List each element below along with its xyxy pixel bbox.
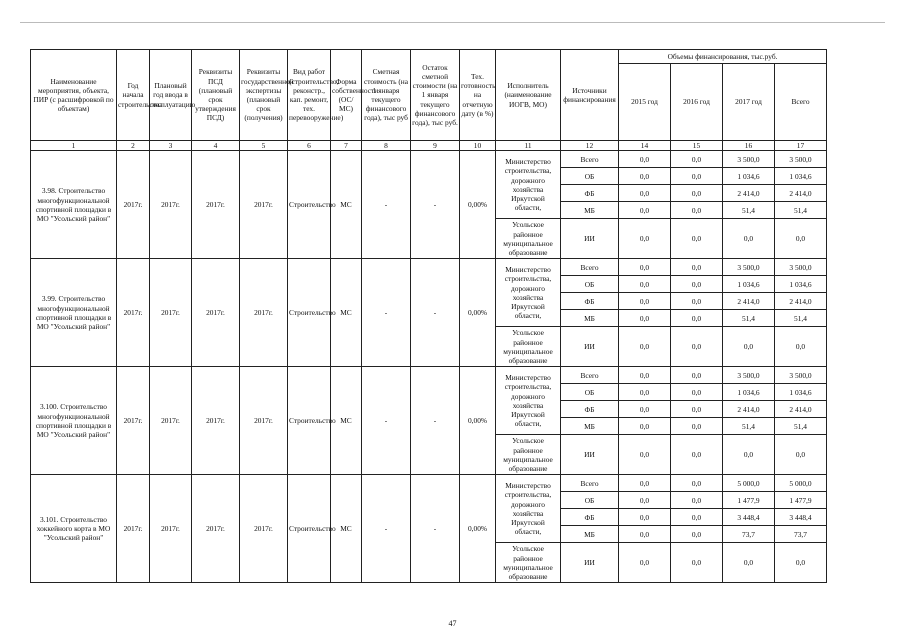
table-row	[31, 367, 827, 384]
funding-total: 3 448,4	[775, 509, 827, 526]
investment-program-table	[30, 49, 827, 583]
funding-2016: 0,0	[671, 543, 723, 583]
ownership-form: МС	[331, 259, 362, 367]
funding-2015: 0,0	[619, 185, 671, 202]
funding-2016: 0,0	[671, 509, 723, 526]
funding-2016: 0,0	[671, 219, 723, 259]
funding-2015: 0,0	[619, 526, 671, 543]
remaining-cost: -	[411, 367, 460, 475]
funding-2015: 0,0	[619, 418, 671, 435]
funding-2016: 0,0	[671, 185, 723, 202]
funding-source: ИИ	[561, 435, 619, 475]
column-number: 14	[619, 141, 671, 151]
funding-source: ФБ	[561, 401, 619, 418]
start-year: 2017г.	[117, 367, 150, 475]
start-year: 2017г.	[117, 151, 150, 259]
psd-year: 2017г.	[192, 475, 240, 583]
header-name: Наименование мероприятия, объекта, ПИР (с расшифровкой по объектам)	[31, 50, 117, 141]
start-year: 2017г.	[117, 475, 150, 583]
funding-2016: 0,0	[671, 435, 723, 475]
funding-total: 2 414,0	[775, 293, 827, 310]
header-work-type: Вид работ (строительство, реконстр., кап. ремонт, тех. перевооружение)	[288, 50, 331, 141]
funding-2015: 0,0	[619, 276, 671, 293]
remaining-cost: -	[411, 151, 460, 259]
ownership-form: МС	[331, 475, 362, 583]
funding-2017: 1 034,6	[723, 168, 775, 185]
work-type: Строительство	[288, 259, 331, 367]
header-expertise: Реквизиты государственной экспертизы (плановый срок (получения)	[240, 50, 288, 141]
funding-2015: 0,0	[619, 310, 671, 327]
funding-2016: 0,0	[671, 401, 723, 418]
executor-ministry: Министерство строительства, дорожного хозяйства Иркутской области,	[496, 367, 561, 435]
funding-source: МБ	[561, 202, 619, 219]
column-number: 12	[561, 141, 619, 151]
funding-source: ОБ	[561, 276, 619, 293]
funding-2015: 0,0	[619, 435, 671, 475]
funding-2015: 0,0	[619, 168, 671, 185]
funding-2016: 0,0	[671, 526, 723, 543]
funding-2017: 51,4	[723, 310, 775, 327]
table-row	[31, 259, 827, 276]
object-name: 3.101. Строительство хоккейного корта в МО "Усольский район"	[31, 475, 117, 583]
funding-2017: 1 034,6	[723, 384, 775, 401]
header-total: Всего	[775, 64, 827, 141]
funding-source: ОБ	[561, 492, 619, 509]
commission-year: 2017г.	[150, 367, 192, 475]
ownership-form: МС	[331, 151, 362, 259]
funding-2017: 3 500,0	[723, 151, 775, 168]
column-number: 10	[460, 141, 496, 151]
remaining-cost: -	[411, 475, 460, 583]
funding-2017: 2 414,0	[723, 401, 775, 418]
funding-2015: 0,0	[619, 475, 671, 492]
funding-2015: 0,0	[619, 543, 671, 583]
header-readiness: Тех. готовность на отчетную дату (в %)	[460, 50, 496, 141]
object-name: 3.100. Строительство многофункциональной спортивной площадки в МО "Усольский район"	[31, 367, 117, 475]
funding-total: 2 414,0	[775, 401, 827, 418]
funding-2015: 0,0	[619, 293, 671, 310]
expertise-year: 2017г.	[240, 475, 288, 583]
expertise-year: 2017г.	[240, 367, 288, 475]
funding-2015: 0,0	[619, 492, 671, 509]
funding-source: Всего	[561, 259, 619, 276]
funding-total: 51,4	[775, 418, 827, 435]
header-year-2017: 2017 год	[723, 64, 775, 141]
column-number: 5	[240, 141, 288, 151]
funding-2016: 0,0	[671, 327, 723, 367]
estimated-cost: -	[362, 367, 411, 475]
column-number: 6	[288, 141, 331, 151]
funding-total: 0,0	[775, 219, 827, 259]
remaining-cost: -	[411, 259, 460, 367]
column-numbers-row	[31, 141, 827, 151]
funding-2016: 0,0	[671, 492, 723, 509]
column-number: 7	[331, 141, 362, 151]
executor-ministry: Министерство строительства, дорожного хозяйства Иркутской области,	[496, 475, 561, 543]
psd-year: 2017г.	[192, 259, 240, 367]
header-year-2016: 2016 год	[671, 64, 723, 141]
header-ownership: Форма собственности (ОС/МС)	[331, 50, 362, 141]
commission-year: 2017г.	[150, 475, 192, 583]
column-number: 9	[411, 141, 460, 151]
funding-source: ИИ	[561, 543, 619, 583]
commission-year: 2017г.	[150, 151, 192, 259]
header-funding-sources: Источники финансирования	[561, 50, 619, 141]
page-number: 47	[448, 619, 457, 628]
column-number: 17	[775, 141, 827, 151]
funding-2017: 1 477,9	[723, 492, 775, 509]
funding-total: 5 000,0	[775, 475, 827, 492]
funding-2016: 0,0	[671, 151, 723, 168]
table-row	[31, 151, 827, 168]
funding-total: 0,0	[775, 327, 827, 367]
funding-source: ОБ	[561, 384, 619, 401]
start-year: 2017г.	[117, 259, 150, 367]
executor-municipality: Усольское районное муниципальное образование	[496, 435, 561, 475]
funding-2016: 0,0	[671, 276, 723, 293]
column-number: 11	[496, 141, 561, 151]
psd-year: 2017г.	[192, 151, 240, 259]
expertise-year: 2017г.	[240, 259, 288, 367]
funding-total: 0,0	[775, 543, 827, 583]
funding-source: МБ	[561, 418, 619, 435]
expertise-year: 2017г.	[240, 151, 288, 259]
funding-total: 3 500,0	[775, 367, 827, 384]
funding-2015: 0,0	[619, 219, 671, 259]
funding-2017: 3 500,0	[723, 367, 775, 384]
funding-2016: 0,0	[671, 293, 723, 310]
column-number: 15	[671, 141, 723, 151]
work-type: Строительство	[288, 475, 331, 583]
funding-total: 0,0	[775, 435, 827, 475]
funding-source: ФБ	[561, 293, 619, 310]
funding-2015: 0,0	[619, 202, 671, 219]
ownership-form: МС	[331, 367, 362, 475]
funding-total: 1 034,6	[775, 384, 827, 401]
header-psd: Реквизиты ПСД (плановый срок утверждения ПСД)	[192, 50, 240, 141]
funding-2017: 0,0	[723, 219, 775, 259]
funding-2015: 0,0	[619, 259, 671, 276]
funding-2015: 0,0	[619, 401, 671, 418]
funding-2017: 51,4	[723, 418, 775, 435]
funding-total: 2 414,0	[775, 185, 827, 202]
funding-source: ФБ	[561, 185, 619, 202]
funding-source: МБ	[561, 526, 619, 543]
column-number: 3	[150, 141, 192, 151]
readiness-percent: 0,00%	[460, 367, 496, 475]
funding-2016: 0,0	[671, 475, 723, 492]
funding-source: ОБ	[561, 168, 619, 185]
object-name: 3.99. Строительство многофункциональной спортивной площадки в МО "Усольский район"	[31, 259, 117, 367]
executor-ministry: Министерство строительства, дорожного хозяйства Иркутской области,	[496, 259, 561, 327]
column-number: 8	[362, 141, 411, 151]
executor-municipality: Усольское районное муниципальное образование	[496, 219, 561, 259]
psd-year: 2017г.	[192, 367, 240, 475]
funding-2017: 0,0	[723, 435, 775, 475]
funding-total: 1 034,6	[775, 168, 827, 185]
funding-2017: 73,7	[723, 526, 775, 543]
funding-total: 3 500,0	[775, 151, 827, 168]
column-number: 1	[31, 141, 117, 151]
executor-ministry: Министерство строительства, дорожного хозяйства Иркутской области,	[496, 151, 561, 219]
funding-source: Всего	[561, 475, 619, 492]
readiness-percent: 0,00%	[460, 475, 496, 583]
header-commission-year: Плановый год ввода в эксплуатацию	[150, 50, 192, 141]
funding-2017: 3 500,0	[723, 259, 775, 276]
funding-2017: 0,0	[723, 543, 775, 583]
funding-2015: 0,0	[619, 509, 671, 526]
header-start-year: Год начала строительства	[117, 50, 150, 141]
funding-total: 51,4	[775, 310, 827, 327]
funding-2017: 1 034,6	[723, 276, 775, 293]
funding-total: 51,4	[775, 202, 827, 219]
funding-2015: 0,0	[619, 327, 671, 367]
funding-total: 1 477,9	[775, 492, 827, 509]
executor-municipality: Усольское районное муниципальное образование	[496, 543, 561, 583]
header-year-2015: 2015 год	[619, 64, 671, 141]
funding-2016: 0,0	[671, 418, 723, 435]
funding-total: 1 034,6	[775, 276, 827, 293]
funding-source: ИИ	[561, 327, 619, 367]
header-remaining-cost: Остаток сметной стоимости (на 1 января текущего финансового года), тыс руб.	[411, 50, 460, 141]
funding-2017: 0,0	[723, 327, 775, 367]
funding-2015: 0,0	[619, 367, 671, 384]
commission-year: 2017г.	[150, 259, 192, 367]
funding-2016: 0,0	[671, 367, 723, 384]
executor-municipality: Усольское районное муниципальное образование	[496, 327, 561, 367]
readiness-percent: 0,00%	[460, 151, 496, 259]
funding-source: Всего	[561, 367, 619, 384]
funding-source: ИИ	[561, 219, 619, 259]
funding-total: 73,7	[775, 526, 827, 543]
funding-2017: 51,4	[723, 202, 775, 219]
funding-2016: 0,0	[671, 202, 723, 219]
header-funding-volumes: Объемы финансирования, тыс.руб.	[619, 50, 827, 64]
column-number: 2	[117, 141, 150, 151]
column-number: 4	[192, 141, 240, 151]
work-type: Строительство	[288, 367, 331, 475]
header-executor: Исполнитель (наименование ИОГВ, МО)	[496, 50, 561, 141]
column-number: 16	[723, 141, 775, 151]
funding-2017: 3 448,4	[723, 509, 775, 526]
work-type: Строительство	[288, 151, 331, 259]
table-row	[31, 475, 827, 492]
readiness-percent: 0,00%	[460, 259, 496, 367]
header-estimated-cost: Сметная стоимость (на 1 января текущего финансового года), тыс руб	[362, 50, 411, 141]
funding-2017: 2 414,0	[723, 185, 775, 202]
funding-2017: 5 000,0	[723, 475, 775, 492]
estimated-cost: -	[362, 475, 411, 583]
funding-total: 3 500,0	[775, 259, 827, 276]
header-row	[31, 50, 827, 64]
funding-2016: 0,0	[671, 310, 723, 327]
funding-2015: 0,0	[619, 151, 671, 168]
funding-source: Всего	[561, 151, 619, 168]
funding-2017: 2 414,0	[723, 293, 775, 310]
funding-source: ФБ	[561, 509, 619, 526]
scan-edge-line	[20, 22, 885, 23]
funding-2016: 0,0	[671, 384, 723, 401]
estimated-cost: -	[362, 259, 411, 367]
funding-source: МБ	[561, 310, 619, 327]
funding-2016: 0,0	[671, 168, 723, 185]
funding-2016: 0,0	[671, 259, 723, 276]
object-name: 3.98. Строительство многофункциональной спортивной площадки в МО "Усольский район"	[31, 151, 117, 259]
estimated-cost: -	[362, 151, 411, 259]
funding-2015: 0,0	[619, 384, 671, 401]
